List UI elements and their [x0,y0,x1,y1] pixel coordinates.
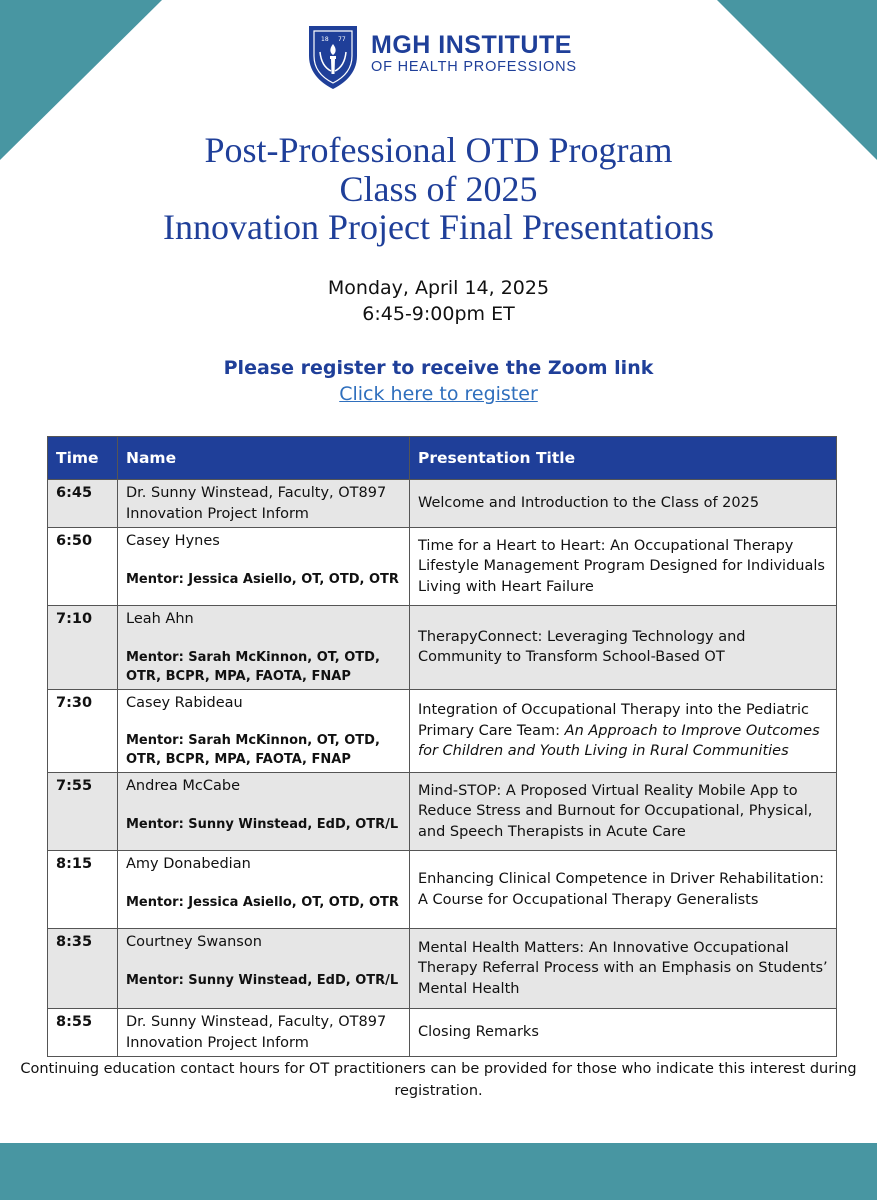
row-name-cell [118,606,410,690]
row-name-cell [118,773,410,851]
teal-footer-band [0,1143,877,1200]
logo-subtitle: OF HEALTH PROFESSIONS [371,59,577,75]
row-title: TherapyConnect: Leveraging Technology and Community to Transform School-Based OT [410,606,837,690]
seal-year-left: 18 [321,36,329,43]
event-time: 6:45-9:00pm ET [362,303,515,325]
registration-block [0,355,877,407]
table-header-row [48,437,837,480]
table-row [48,1009,837,1057]
row-name-cell [118,528,410,606]
event-when [0,275,877,327]
row-name: Dr. Sunny Winstead, Faculty, OT897 Innovation Project Inform [118,1009,410,1057]
row-title: Enhancing Clinical Competence in Driver Rehabilitation: A Course for Occupational Therapy Generalists [410,851,837,929]
table-row [48,773,837,851]
table-row [48,689,837,773]
row-title-cell [410,689,837,773]
row-title: Time for a Heart to Heart: An Occupational Therapy Lifestyle Management Program Designed for Individuals Living with Heart Failure [410,528,837,606]
header-name: Name [118,437,410,480]
table-row [48,851,837,929]
row-mentor: Mentor: Sarah McKinnon, OT, OTD, OTR, BCPR, MPA, FAOTA, FNAP [126,649,380,684]
row-name: Andrea McCabe [126,778,240,794]
institute-logo [305,22,585,94]
table-row [48,528,837,606]
row-time: 7:30 [48,689,118,773]
page-title [0,131,877,247]
table-row [48,606,837,690]
row-name: Casey Hynes [126,533,220,549]
row-mentor: Mentor: Sunny Winstead, EdD, OTR/L [126,816,399,832]
row-name-cell [118,929,410,1009]
row-name-cell [118,851,410,929]
row-name: Amy Donabedian [126,856,251,872]
title-line-3: Innovation Project Final Presentations [163,207,714,247]
row-time: 8:35 [48,929,118,1009]
row-title: Mental Health Matters: An Innovative Occupational Therapy Referral Process with an Emphasis on Students’ Mental Health [410,929,837,1009]
row-name-cell [118,689,410,773]
row-name: Leah Ahn [126,611,194,627]
register-link[interactable]: Click here to register [339,383,538,405]
row-time: 8:55 [48,1009,118,1057]
row-name: Casey Rabideau [126,694,243,711]
header-time: Time [48,437,118,480]
table-row [48,929,837,1009]
row-title-italic: An Approach to Improve Outcomes for Children and Youth Living in Rural Communities [418,722,820,759]
row-title: Welcome and Introduction to the Class of 2025 [410,480,837,528]
row-mentor: Mentor: Sarah McKinnon, OT, OTD, OTR, BCPR, MPA, FAOTA, FNAP [126,733,380,767]
row-title: Integration of Occupational Therapy into the Pediatric Primary Care Team: [418,702,809,739]
title-line-1: Post-Professional OTD Program [204,130,673,170]
row-time: 6:45 [48,480,118,528]
shield-seal-icon [305,22,361,92]
continuing-education-note: Continuing education contact hours for OT practitioners can be provided for those who indicate this interest during registration. [20,1061,857,1099]
row-name: Courtney Swanson [126,934,262,950]
event-date: Monday, April 14, 2025 [327,277,550,299]
registration-prompt: Please register to receive the Zoom link [223,357,654,379]
row-mentor: Mentor: Jessica Asiello, OT, OTD, OTR [126,571,399,587]
row-title: Mind-STOP: A Proposed Virtual Reality Mobile App to Reduce Stress and Burnout for Occupational, Physical, and Speech Therapists in Acute Care [410,773,837,851]
row-title: Closing Remarks [410,1009,837,1057]
row-mentor: Mentor: Jessica Asiello, OT, OTD, OTR [126,894,399,910]
seal-year-right: 77 [338,36,346,43]
header-presentation-title: Presentation Title [410,437,837,480]
schedule-table [47,436,837,1057]
row-name: Dr. Sunny Winstead, Faculty, OT897 Innovation Project Inform [118,480,410,528]
row-time: 7:55 [48,773,118,851]
row-mentor: Mentor: Sunny Winstead, EdD, OTR/L [126,972,399,988]
title-line-2: Class of 2025 [339,168,538,209]
row-time: 8:15 [48,851,118,929]
logo-name: MGH INSTITUTE [371,31,572,59]
row-time: 6:50 [48,528,118,606]
row-time: 7:10 [48,606,118,690]
table-row [48,480,837,528]
